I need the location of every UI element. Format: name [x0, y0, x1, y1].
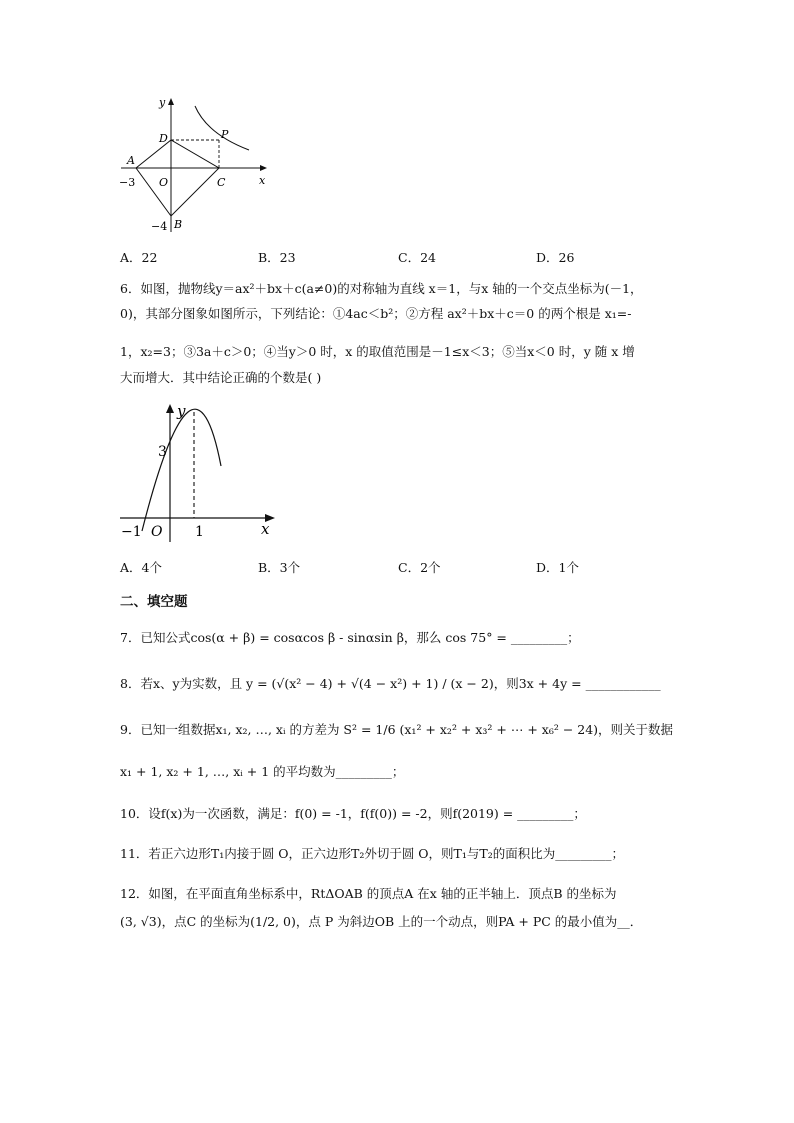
q8-text: 8．若x、y为实数，且 y = (√(x² − 4) + √(4 − x²) + 1) / (x − 2)，则3x + 4y = ____________ [120, 676, 661, 691]
q12-line-1: 12．如图，在平面直角坐标系中，RtΔOAB 的顶点A 在x 轴的正半轴上．顶点B 的坐标为 [120, 886, 617, 901]
q6-line-2: 0)，其部分图象如图所示，下列结论：①4ac＜b²；②方程 ax²＋bx＋c＝0 的两个根是 x₁=- [120, 306, 632, 321]
fig1-label-D: D [159, 132, 168, 145]
figure-square-hyperbola [115, 92, 275, 240]
q10-text: 10．设f(x)为一次函数，满足：f(0) = -1，f(f(0)) = -2，则f(2019) = _________； [120, 806, 586, 821]
q6-option-d: D．1个 [536, 560, 579, 575]
q6-option-c: C．2个 [398, 560, 441, 575]
section-title: 二、填空题 [120, 594, 188, 610]
q5-option-c: C．24 [398, 250, 436, 265]
fig2-label-1: 1 [195, 524, 204, 540]
q6-line-4: 大而增大．其中结论正确的个数是( ) [120, 370, 322, 385]
fig1-label-A: A [127, 154, 135, 167]
q6-option-a: A．4个 [120, 560, 162, 575]
fig1-label-x: x [259, 174, 266, 187]
q12-line-2: (3, √3)，点C 的坐标为(1/2, 0)，点 P 为斜边OB 上的一个动点，则PA + PC 的最小值为__． [120, 914, 643, 929]
fig2-label-x: x [261, 520, 270, 538]
fig1-label-P: P [221, 128, 229, 141]
q6-line-3: 1，x₂=3；③3a＋c＞0；④当y＞0 时，x 的取值范围是－1≤x＜3；⑤当x＜0 时，y 随 x 增 [120, 344, 635, 359]
q6-line-1: 6．如图，抛物线y＝ax²＋bx＋c(a≠0)的对称轴为直线 x＝1，与x 轴的一个交点坐标为(－1， [120, 281, 643, 296]
fig1-label-C: C [217, 176, 226, 189]
fig1-label-neg4: −4 [151, 220, 168, 233]
q7-text: 7．已知公式cos(α + β) = cosαcos β - sinαsin β，那么 cos 75° = _________； [120, 630, 580, 645]
fig2-label-y: y [177, 402, 186, 420]
q11-text: 11．若正六边形T₁内接于圆 O，正六边形T₂外切于圆 O，则T₁与T₂的面积比为_________； [120, 846, 624, 861]
fig1-label-neg3: −3 [119, 176, 136, 189]
q5-option-d: D．26 [536, 250, 575, 265]
q5-option-b: B．23 [258, 250, 296, 265]
fig2-label-neg1: −1 [121, 524, 142, 540]
fig1-label-B: B [174, 218, 183, 231]
q6-option-b: B．3个 [258, 560, 301, 575]
fig2-label-3: 3 [158, 444, 167, 460]
q5-option-a: A．22 [120, 250, 158, 265]
figure-parabola [115, 398, 285, 546]
fig2-label-O: O [151, 524, 163, 540]
q9-line-2: x₁ + 1, x₂ + 1, …, xᵢ + 1 的平均数为_________； [120, 764, 405, 779]
q9-line-1: 9．已知一组数据x₁, x₂, …, xᵢ 的方差为 S² = 1/6 (x₁² + x₂² + x₃² + ⋯ + x₆² − 24)，则关于数据 [120, 722, 674, 737]
fig1-label-O: O [159, 176, 169, 189]
fig1-label-y: y [159, 96, 166, 109]
